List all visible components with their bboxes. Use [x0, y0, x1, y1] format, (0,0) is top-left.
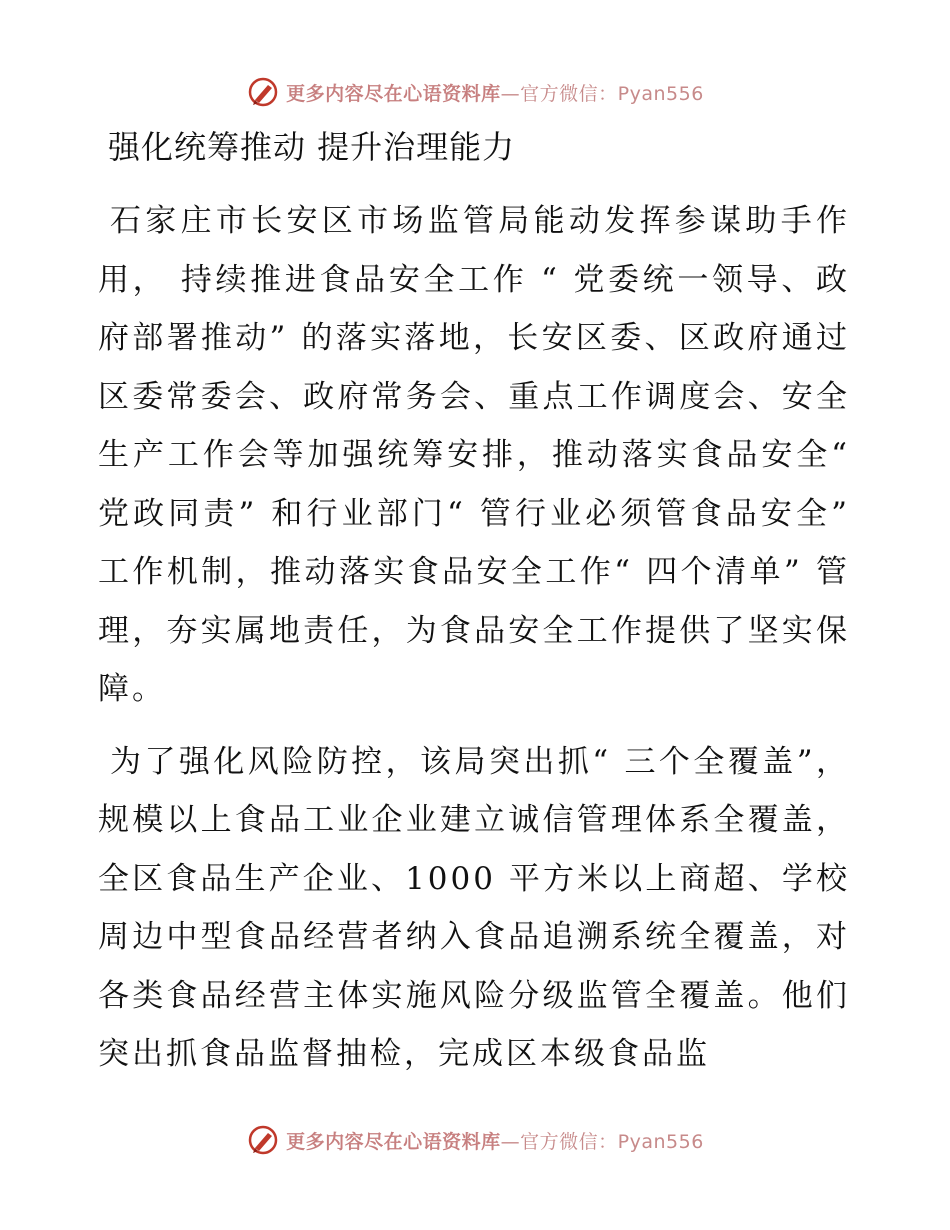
watermark-text: 更多内容尽在心语资料库—官方微信：Pyan556	[286, 1130, 704, 1153]
footer-watermark	[0, 1120, 950, 1160]
pen-logo-icon	[246, 75, 280, 109]
paragraph-2: 为了强化风险防控，该局突出抓“ 三个全覆盖”，规模以上食品工业企业建立诚信管理体系全覆盖，全区食品生产企业、1000 平方米以上商超、学校周边中型食品经营者纳入食品追溯系统全覆盖，对各类食品经营主体实施风险分级监管全覆盖。他们突出抓食品监督抽检，完成区本级食品监	[98, 743, 850, 1072]
header-watermark	[0, 72, 950, 112]
watermark-text: 更多内容尽在心语资料库—官方微信：Pyan556	[286, 82, 704, 105]
pen-logo-icon	[246, 1123, 280, 1157]
paragraph-1: 石家庄市长安区市场监管局能动发挥参谋助手作用， 持续推进食品安全工作 “ 党委统一领导、政府部署推动” 的落实落地，长安区委、区政府通过区委常委会、政府常务会、重点工作调度会、安全生产工作会等加强统筹安排，推动落实食品安全“ 党政同责” 和行业部门“ 管行业必须管食品安全” 工作机制，推动落实食品安全工作“ 四个清单” 管理，夯实属地责任，为食品安全工作提供了坚实保障。	[98, 203, 850, 707]
document-title: 强化统筹推动 提升治理能力	[108, 128, 516, 166]
document-body	[98, 120, 850, 1098]
